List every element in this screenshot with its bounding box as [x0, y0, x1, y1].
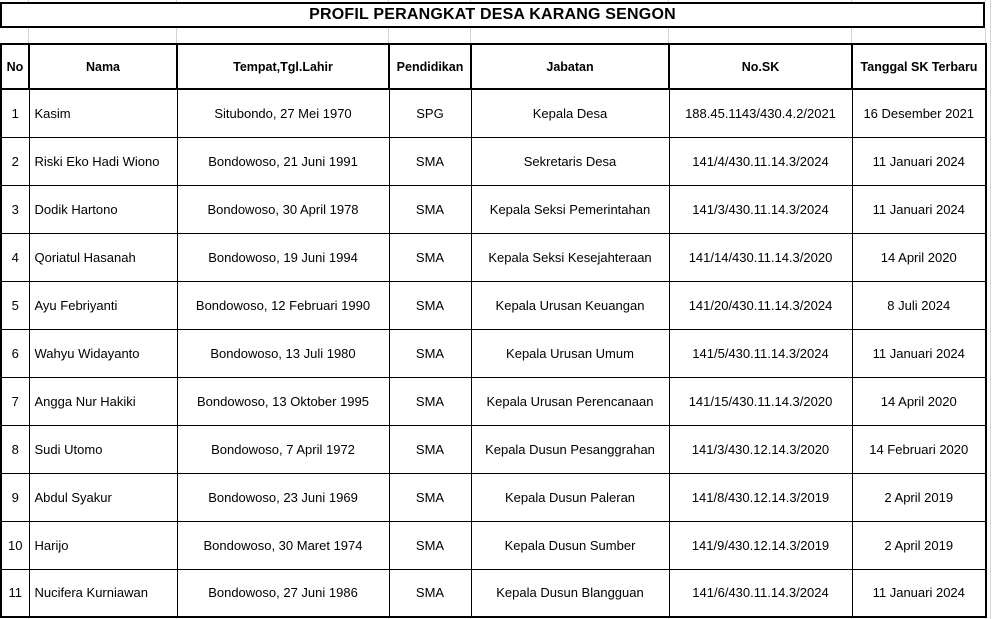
cell-jabatan[interactable]: Kepala Seksi Pemerintahan — [471, 185, 669, 233]
cell-nama[interactable]: Nucifera Kurniawan — [29, 569, 177, 617]
gridline — [990, 0, 991, 619]
cell-no[interactable]: 8 — [1, 425, 29, 473]
village-officials-table — [0, 43, 987, 618]
table-title-cell[interactable]: PROFIL PERANGKAT DESA KARANG SENGON — [0, 2, 985, 28]
table-row — [1, 521, 986, 569]
cell-no-sk[interactable]: 141/15/430.11.14.3/2020 — [669, 377, 852, 425]
cell-tanggal-sk-terbaru[interactable]: 2 April 2019 — [852, 521, 986, 569]
table-row — [1, 137, 986, 185]
cell-nama[interactable]: Harijo — [29, 521, 177, 569]
cell-nama[interactable]: Qoriatul Hasanah — [29, 233, 177, 281]
cell-tempat-tgl-lahir[interactable]: Bondowoso, 30 April 1978 — [177, 185, 389, 233]
cell-pendidikan[interactable]: SMA — [389, 185, 471, 233]
cell-jabatan[interactable]: Sekretaris Desa — [471, 137, 669, 185]
column-header-no-sk[interactable]: No.SK — [669, 44, 852, 89]
cell-tanggal-sk-terbaru[interactable]: 11 Januari 2024 — [852, 569, 986, 617]
cell-no-sk[interactable]: 141/3/430.12.14.3/2020 — [669, 425, 852, 473]
cell-no[interactable]: 5 — [1, 281, 29, 329]
cell-no[interactable]: 11 — [1, 569, 29, 617]
gridline — [851, 28, 852, 43]
cell-tempat-tgl-lahir[interactable]: Situbondo, 27 Mei 1970 — [177, 89, 389, 137]
cell-pendidikan[interactable]: SMA — [389, 473, 471, 521]
column-header-tempat-tgl-lahir[interactable]: Tempat,Tgl.Lahir — [177, 44, 389, 89]
table-row — [1, 185, 986, 233]
cell-nama[interactable]: Ayu Febriyanti — [29, 281, 177, 329]
cell-no[interactable]: 2 — [1, 137, 29, 185]
cell-no[interactable]: 6 — [1, 329, 29, 377]
cell-tanggal-sk-terbaru[interactable]: 14 April 2020 — [852, 377, 986, 425]
cell-pendidikan[interactable]: SMA — [389, 233, 471, 281]
gridline — [985, 0, 986, 2]
gridline — [985, 28, 986, 43]
header-row — [1, 44, 986, 89]
table-row — [1, 89, 986, 137]
cell-jabatan[interactable]: Kepala Dusun Paleran — [471, 473, 669, 521]
cell-tanggal-sk-terbaru[interactable]: 14 April 2020 — [852, 233, 986, 281]
table-row — [1, 569, 986, 617]
cell-pendidikan[interactable]: SMA — [389, 569, 471, 617]
cell-nama[interactable]: Angga Nur Hakiki — [29, 377, 177, 425]
cell-nama[interactable]: Sudi Utomo — [29, 425, 177, 473]
cell-jabatan[interactable]: Kepala Urusan Umum — [471, 329, 669, 377]
cell-tempat-tgl-lahir[interactable]: Bondowoso, 21 Juni 1991 — [177, 137, 389, 185]
column-header-jabatan[interactable]: Jabatan — [471, 44, 669, 89]
cell-jabatan[interactable]: Kepala Seksi Kesejahteraan — [471, 233, 669, 281]
column-header-no[interactable]: No — [1, 44, 29, 89]
table-row — [1, 473, 986, 521]
column-header-tanggal-sk-terbaru[interactable]: Tanggal SK Terbaru — [852, 44, 986, 89]
gridline — [28, 28, 29, 43]
table-row — [1, 425, 986, 473]
cell-tanggal-sk-terbaru[interactable]: 11 Januari 2024 — [852, 185, 986, 233]
cell-nama[interactable]: Wahyu Widayanto — [29, 329, 177, 377]
cell-tempat-tgl-lahir[interactable]: Bondowoso, 13 Juli 1980 — [177, 329, 389, 377]
cell-tempat-tgl-lahir[interactable]: Bondowoso, 23 Juni 1969 — [177, 473, 389, 521]
column-header-pendidikan[interactable]: Pendidikan — [389, 44, 471, 89]
cell-nama[interactable]: Abdul Syakur — [29, 473, 177, 521]
cell-jabatan[interactable]: Kepala Dusun Sumber — [471, 521, 669, 569]
cell-pendidikan[interactable]: SMA — [389, 425, 471, 473]
cell-tanggal-sk-terbaru[interactable]: 16 Desember 2021 — [852, 89, 986, 137]
cell-no-sk[interactable]: 141/5/430.11.14.3/2024 — [669, 329, 852, 377]
cell-no-sk[interactable]: 188.45.1143/430.4.2/2021 — [669, 89, 852, 137]
cell-tempat-tgl-lahir[interactable]: Bondowoso, 12 Februari 1990 — [177, 281, 389, 329]
gridline — [470, 28, 471, 43]
cell-no[interactable]: 9 — [1, 473, 29, 521]
gridline — [388, 28, 389, 43]
cell-jabatan[interactable]: Kepala Urusan Keuangan — [471, 281, 669, 329]
cell-tempat-tgl-lahir[interactable]: Bondowoso, 7 April 1972 — [177, 425, 389, 473]
cell-pendidikan[interactable]: SMA — [389, 137, 471, 185]
column-header-nama[interactable]: Nama — [29, 44, 177, 89]
table-body — [1, 89, 986, 617]
cell-jabatan[interactable]: Kepala Dusun Pesanggrahan — [471, 425, 669, 473]
table-row — [1, 281, 986, 329]
table-row — [1, 377, 986, 425]
cell-tempat-tgl-lahir[interactable]: Bondowoso, 13 Oktober 1995 — [177, 377, 389, 425]
cell-no[interactable]: 3 — [1, 185, 29, 233]
cell-tanggal-sk-terbaru[interactable]: 11 Januari 2024 — [852, 137, 986, 185]
cell-pendidikan[interactable]: SMA — [389, 329, 471, 377]
cell-no[interactable]: 7 — [1, 377, 29, 425]
cell-pendidikan[interactable]: SMA — [389, 521, 471, 569]
cell-no[interactable]: 10 — [1, 521, 29, 569]
cell-nama[interactable]: Riski Eko Hadi Wiono — [29, 137, 177, 185]
cell-no-sk[interactable]: 141/3/430.11.14.3/2024 — [669, 185, 852, 233]
cell-tanggal-sk-terbaru[interactable]: 14 Februari 2020 — [852, 425, 986, 473]
cell-jabatan[interactable]: Kepala Dusun Blangguan — [471, 569, 669, 617]
cell-tempat-tgl-lahir[interactable]: Bondowoso, 30 Maret 1974 — [177, 521, 389, 569]
cell-no[interactable]: 4 — [1, 233, 29, 281]
cell-no-sk[interactable]: 141/9/430.12.14.3/2019 — [669, 521, 852, 569]
cell-pendidikan[interactable]: SMA — [389, 281, 471, 329]
cell-no-sk[interactable]: 141/20/430.11.14.3/2024 — [669, 281, 852, 329]
cell-jabatan[interactable]: Kepala Desa — [471, 89, 669, 137]
cell-tanggal-sk-terbaru[interactable]: 2 April 2019 — [852, 473, 986, 521]
cell-tempat-tgl-lahir[interactable]: Bondowoso, 19 Juni 1994 — [177, 233, 389, 281]
cell-no[interactable]: 1 — [1, 89, 29, 137]
cell-nama[interactable]: Dodik Hartono — [29, 185, 177, 233]
cell-pendidikan[interactable]: SMA — [389, 377, 471, 425]
cell-pendidikan[interactable]: SPG — [389, 89, 471, 137]
cell-tanggal-sk-terbaru[interactable]: 11 Januari 2024 — [852, 329, 986, 377]
cell-no-sk[interactable]: 141/6/430.11.14.3/2024 — [669, 569, 852, 617]
gridline — [668, 28, 669, 43]
gridline — [176, 28, 177, 43]
table-row — [1, 233, 986, 281]
cell-no-sk[interactable]: 141/4/430.11.14.3/2024 — [669, 137, 852, 185]
cell-nama[interactable]: Kasim — [29, 89, 177, 137]
cell-tempat-tgl-lahir[interactable]: Bondowoso, 27 Juni 1986 — [177, 569, 389, 617]
cell-tanggal-sk-terbaru[interactable]: 8 Juli 2024 — [852, 281, 986, 329]
table-row — [1, 329, 986, 377]
cell-jabatan[interactable]: Kepala Urusan Perencanaan — [471, 377, 669, 425]
cell-no-sk[interactable]: 141/8/430.12.14.3/2019 — [669, 473, 852, 521]
cell-no-sk[interactable]: 141/14/430.11.14.3/2020 — [669, 233, 852, 281]
